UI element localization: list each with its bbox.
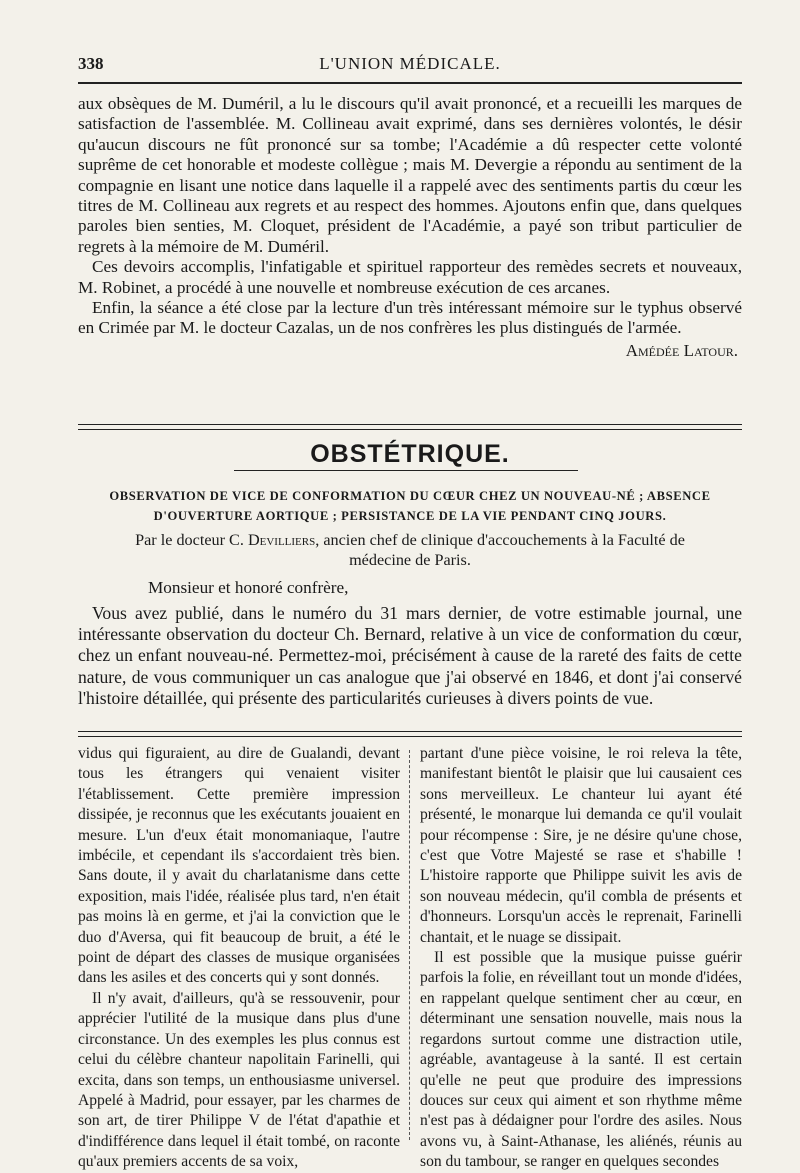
section-divider-bottom — [78, 429, 742, 430]
page-header — [78, 50, 742, 76]
right-column-paragraph-2: Il est possible que la musique puisse guérir parfois la folie, en réveillant tout un monde d'idées, en rappelant quelque sentiment cher au cœur, en déterminant une sensation nouvelle, mais nous la regardons surtout comme une distraction utile, agréable, avantageuse à la santé. Il est certain qu'elle ne peut que produire des impressions douces sur ceux qui aiment et son rhythme même n'est pas à dédaigner pour l'ordre des asiles. Nous avons vu, à Saint-Athanase, les aliénés, réunis au son du tambour, se ranger en quelques secondes — [420, 949, 742, 1171]
report-paragraph-3: Enfin, la séance a été close par la lecture d'un très intéressant mémoire sur le typhus observé en Crimée par M. le docteur Cazalas, un de nos confrères les plus distingués de l'armée. — [78, 298, 742, 338]
feuilleton-right-column — [420, 744, 742, 1173]
byline-suffix: , ancien chef de clinique d'accouchements à la Faculté de — [315, 531, 685, 549]
byline-line-2: médecine de Paris. — [349, 551, 471, 569]
author-byline — [78, 530, 742, 570]
feuilleton-divider-bottom — [78, 736, 742, 737]
letter-paragraph: Vous avez publié, dans le numéro du 31 mars dernier, de votre estimable journal, une intéressante observation du docteur Ch. Bernard, relative à un vice de conformation du cœur, chez un enfant nouveau-né. Permettez-moi, précisément à cause de la rareté des faits de cette nature, de vous communiquer un cas analogue que j'ai observé en 1846, et dont j'ai conservé l'histoire détaillée, qui présente des particularités curieuses à divers points de vue. — [78, 603, 742, 708]
academy-report — [78, 94, 742, 361]
left-column-paragraph-1: vidus qui figuraient, au dire de Gualandi, devant tous les étrangers qui venaient visiter l'établissement. Cette première impression dissipée, je reconnus que les exécutants jouaient en mesure. L'un d'eux était monomaniaque, l'autre imbécile, et cependant ils s'accordaient très bien. Sans doute, il y avait du charlatanisme dans cette exposition, mais l'idée, réalisée plus tard, n'en était pas moins là en germe, et j'ai la conviction que le duo d'Aversa, qui fit beaucoup de bruit, a été le point de départ des classes de musique organisées dans les asiles et des concerts qui y sont donnés. — [78, 745, 400, 987]
observation-title-line-1: OBSERVATION DE VICE DE CONFORMATION DU CŒUR CHEZ UN NOUVEAU-NÉ ; ABSENCE — [109, 489, 711, 503]
journal-title: L'UNION MÉDICALE. — [319, 54, 501, 73]
section-title-rule — [234, 470, 578, 471]
section-title: OBSTÉTRIQUE. — [310, 440, 510, 468]
feuilleton-columns — [78, 744, 742, 1171]
byline-author: Devilliers — [247, 531, 316, 549]
report-signature: Amédée Latour. — [625, 340, 738, 360]
observation-title — [78, 486, 742, 526]
section-divider-top — [78, 424, 742, 425]
feuilleton-left-column — [78, 744, 400, 1173]
column-separator — [409, 750, 410, 1140]
letter-salutation: Monsieur et honoré confrère, — [148, 578, 349, 597]
page-number: 338 — [78, 54, 104, 73]
left-column-paragraph-2: Il n'y avait, d'ailleurs, qu'à se ressouvenir, pour apprécier l'utilité de la musique dans plus d'une circonstance. Un des exemples les plus connus est celui du célèbre chanteur napolitain Farinelli, qui excita, dans son temps, un enthousiasme universel. Appelé à Madrid, pour essayer, par les charmes de son art, de tirer Philippe V de l'état d'apathie et d'indifférence dans lequel il était tombé, on raconte qu'aux premiers accents de sa voix, — [78, 989, 400, 1171]
header-rule — [78, 82, 742, 84]
report-paragraph-2: Ces devoirs accomplis, l'infatigable et spirituel rapporteur des remèdes secrets et nouveaux, M. Robinet, a procédé à une nouvelle et nombreuse exécution de ces arcanes. — [78, 257, 742, 297]
letter-body — [78, 603, 742, 709]
report-paragraph-1: aux obsèques de M. Duméril, a lu le discours qu'il avait prononcé, et a recueilli les marques de satisfaction de l'assemblée. M. Collineau avait exprimé, dans ses dernières volontés, le désir qu'aucun discours ne fût prononcé sur sa tombe; l'Académie a dû respecter cette volonté suprême de cet honorable et modeste collègue ; mais M. Devergie a répondu au sentiment de la compagnie en lisant une notice dans laquelle il a rappelé avec des sentiments partis du cœur les titres de M. Collineau aux regrets et au respect des hommes. Ajoutons enfin que, dans quelques paroles bien senties, M. Cloquet, président de l'Académie, a payé son tribut particulier de regrets à la mémoire de M. Duméril. — [78, 94, 742, 256]
byline-prefix: Par le docteur C. — [135, 531, 244, 549]
right-column-paragraph-1: partant d'une pièce voisine, le roi releva la tête, manifestant bientôt le plaisir que lui causaient ces sons merveilleux. Le chanteur lui ayant été présenté, le monarque lui demanda ce qu'il voulait pour récompense : Sire, je ne désire qu'une chose, c'est que Votre Majesté se rase et s'habille ! L'histoire rapporte que Philippe suivit les avis de son nouveau médecin, qu'il combla de présents et d'honneurs. Lorsqu'un accès le reprenait, Farinelli chantait, et le nuage se dissipait. — [420, 745, 742, 946]
feuilleton-divider-top — [78, 731, 742, 732]
observation-title-line-2: D'OUVERTURE AORTIQUE ; PERSISTANCE DE LA VIE PENDANT CINQ JOURS. — [153, 509, 667, 523]
